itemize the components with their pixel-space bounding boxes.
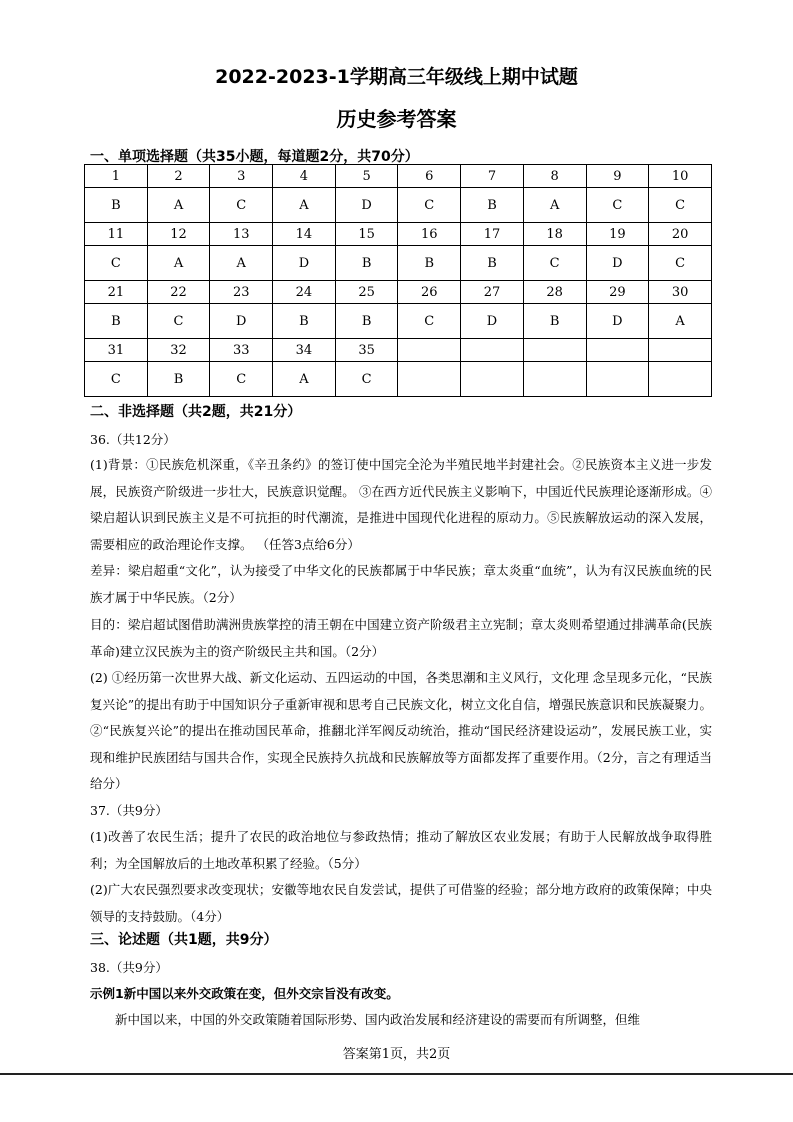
answer-cell: C: [210, 188, 273, 223]
question-number-cell: 19: [586, 223, 649, 246]
answer-cell: C: [210, 362, 273, 397]
answer-table: [84, 164, 712, 397]
question-number-cell: 12: [147, 223, 210, 246]
answer-row: [85, 188, 712, 223]
question-number-cell: 3: [210, 165, 273, 188]
question-number-cell: 15: [335, 223, 398, 246]
answer-cell: B: [335, 304, 398, 339]
question-number-cell: 5: [335, 165, 398, 188]
answer-cell: B: [85, 304, 148, 339]
answer-cell: [586, 362, 649, 397]
question-number-cell: 33: [210, 339, 273, 362]
q37-label: 37.（共9分）: [90, 803, 168, 818]
answer-row: [85, 362, 712, 397]
answer-cell: C: [586, 188, 649, 223]
answer-cell: D: [586, 304, 649, 339]
question-number-cell: 31: [85, 339, 148, 362]
answer-cell: [398, 362, 461, 397]
answer-cell: A: [523, 188, 586, 223]
question-number-cell: 27: [461, 281, 524, 304]
q36-label: 36.（共12分）: [90, 432, 176, 447]
question-number-cell: 13: [210, 223, 273, 246]
question-number-cell: 9: [586, 165, 649, 188]
answer-cell: B: [398, 246, 461, 281]
answer-cell: B: [335, 246, 398, 281]
question-number-cell: 17: [461, 223, 524, 246]
exam-title: 2022-2023-1学期高三年级线上期中试题: [215, 66, 578, 88]
question-number-cell: 26: [398, 281, 461, 304]
question-number-cell: 25: [335, 281, 398, 304]
section2-heading: 二、非选择题（共2题，共21分）: [90, 404, 302, 420]
answer-cell: A: [210, 246, 273, 281]
q36-difference: 差异：梁启超重“文化”，认为接受了中华文化的民族都属于中华民族；章太炎重“血统”，认为有汉民族血统的民族才属于中华民族。（2分）: [90, 563, 712, 605]
question-number-cell: 28: [523, 281, 586, 304]
answer-cell: C: [85, 246, 148, 281]
answer-row: [85, 304, 712, 339]
answer-cell: A: [273, 188, 336, 223]
q38-example-heading: 示例1新中国以来外交政策在变，但外交宗旨没有改变。: [90, 986, 399, 1001]
answer-cell: A: [147, 246, 210, 281]
answer-cell: C: [335, 362, 398, 397]
question-number-cell: 32: [147, 339, 210, 362]
question-number-cell: 35: [335, 339, 398, 362]
question-number-row: [85, 165, 712, 188]
question-number-cell: 34: [273, 339, 336, 362]
question-number-cell: [523, 339, 586, 362]
answer-cell: B: [147, 362, 210, 397]
answer-cell: D: [586, 246, 649, 281]
answer-cell: C: [147, 304, 210, 339]
question-number-cell: 10: [649, 165, 712, 188]
question-number-cell: 4: [273, 165, 336, 188]
q36-purpose: 目的：梁启超试图借助满洲贵族掌控的清王朝在中国建立资产阶级君主立宪制；章太炎则希望通过排满革命(民族革命)建立汉民族为主的资产阶级民主共和国。（2分）: [90, 617, 712, 659]
answer-cell: [461, 362, 524, 397]
answer-cell: D: [335, 188, 398, 223]
answer-cell: C: [398, 304, 461, 339]
question-number-cell: 1: [85, 165, 148, 188]
answer-cell: C: [649, 246, 712, 281]
q36-part2: (2) ①经历第一次世界大战、新文化运动、五四运动的中国，各类思潮和主义风行，文化理 念呈现多元化，“民族复兴论”的提出有助于中国知识分子重新审视和思考自己民族文化，树立文化自信，增强民族意识和民族凝聚力。 ②“民族复兴论”的提出在推动国民革命，推翻北洋军阀反动统治，推动“国民经济建设运动”，发展民族工业，实现和维护民族团结与国共合作，实现全民族持久抗战和民族解放等方面都发挥了重要作用。（2分，言之有理适当给分）: [90, 670, 712, 792]
page-footer: 答案第1页，共2页: [342, 1047, 451, 1062]
question-number-cell: 18: [523, 223, 586, 246]
answer-cell: A: [649, 304, 712, 339]
q36-part1-background: (1)背景：①民族危机深重，《辛丑条约》的签订使中国完全沦为半殖民地半封建社会。②民族资本主义进一步发展，民族资产阶级进一步壮大，民族意识觉醒。 ③在西方近代民族主义影响下，中国近代民族理论逐渐形成。④梁启超认识到民族主义是不可抗拒的时代潮流，是推进中国现代化进程的原动力。⑤民族解放运动的深入发展，需要相应的政治理论作支撑。 （任答3点给6分）: [90, 457, 712, 552]
answer-cell: [649, 362, 712, 397]
question-number-cell: 16: [398, 223, 461, 246]
question-number-cell: 2: [147, 165, 210, 188]
answer-cell: D: [273, 246, 336, 281]
question-number-row: [85, 339, 712, 362]
answer-cell: B: [523, 304, 586, 339]
answer-key-subtitle: 历史参考答案: [336, 107, 457, 131]
answer-cell: A: [147, 188, 210, 223]
answer-cell: D: [210, 304, 273, 339]
page-divider: [0, 1073, 793, 1075]
question-number-cell: 22: [147, 281, 210, 304]
answer-cell: D: [461, 304, 524, 339]
answer-cell: B: [461, 246, 524, 281]
answer-cell: C: [649, 188, 712, 223]
answer-cell: C: [85, 362, 148, 397]
question-number-cell: [586, 339, 649, 362]
question-number-row: [85, 281, 712, 304]
answer-cell: B: [461, 188, 524, 223]
answer-cell: B: [273, 304, 336, 339]
answer-cell: B: [85, 188, 148, 223]
q38-body: 新中国以来，中国的外交政策随着国际形势、国内政治发展和经济建设的需要而有所调整，但维: [115, 1012, 641, 1027]
question-number-cell: 23: [210, 281, 273, 304]
question-number-cell: [649, 339, 712, 362]
question-number-cell: 7: [461, 165, 524, 188]
section3-heading: 三、论述题（共1题，共9分）: [90, 932, 278, 948]
answer-cell: C: [523, 246, 586, 281]
question-number-cell: 20: [649, 223, 712, 246]
question-number-cell: 30: [649, 281, 712, 304]
question-number-cell: 21: [85, 281, 148, 304]
question-number-cell: 24: [273, 281, 336, 304]
answer-cell: A: [273, 362, 336, 397]
section1-heading: 一、单项选择题（共35小题，每道题2分，共70分）: [90, 149, 419, 165]
answer-cell: C: [398, 188, 461, 223]
question-number-cell: [461, 339, 524, 362]
question-number-cell: 14: [273, 223, 336, 246]
question-number-cell: 29: [586, 281, 649, 304]
answer-cell: [523, 362, 586, 397]
question-number-cell: 6: [398, 165, 461, 188]
answer-row: [85, 246, 712, 281]
question-number-cell: [398, 339, 461, 362]
q37-part2: (2)广大农民强烈要求改变现状；安徽等地农民自发尝试，提供了可借鉴的经验；部分地方政府的政策保障；中央领导的支持鼓励。（4分）: [90, 882, 712, 924]
question-number-cell: 11: [85, 223, 148, 246]
q38-label: 38.（共9分）: [90, 960, 168, 975]
question-number-row: [85, 223, 712, 246]
q37-part1: (1)改善了农民生活；提升了农民的政治地位与参政热情；推动了解放区农业发展；有助于人民解放战争取得胜利；为全国解放后的土地改革积累了经验。（5分）: [90, 829, 712, 871]
question-number-cell: 8: [523, 165, 586, 188]
